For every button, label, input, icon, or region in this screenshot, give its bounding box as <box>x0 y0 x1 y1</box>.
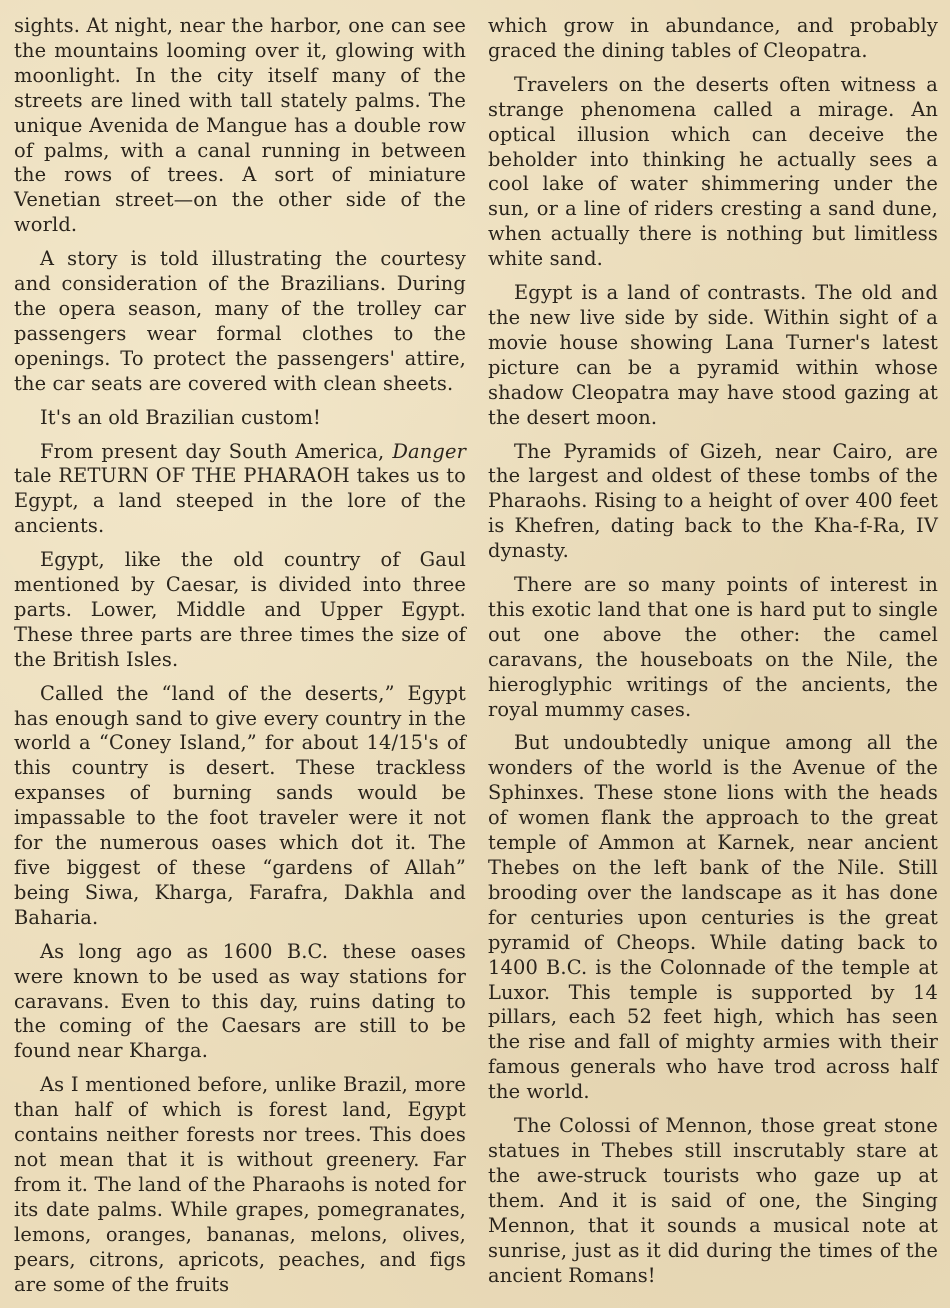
paragraph-oases-history: As long ago as 1600 B.C. these oases were known to be used as way stations for caravans. Even to this day, ruins dating to the coming of the Caesars are still to be found near Kharga. <box>14 939 466 1063</box>
paragraph-pharaoh-intro <box>14 440 466 540</box>
pharaoh-intro-rest: tale RETURN OF THE PHARAOH takes us to Egypt, a land steeped in the lore of the ancients. <box>14 464 466 538</box>
paragraph-colossi-of-mennon: The Colossi of Mennon, those great stone statues in Thebes still inscrutably stare at the awe-struck tourists who gaze up at them. And it is said of one, the Singing Mennon, that it sounds a musical note at sunrise, just as it did during the times of the ancient Romans! <box>488 1114 938 1287</box>
paragraph-points-of-interest: There are so many points of interest in this exotic land that one is hard put to single out one above the other: the camel caravans, the houseboats on the Nile, the hieroglyphic writings of the ancients, the royal mummy cases. <box>488 573 938 721</box>
pharaoh-intro-lead: From present day South America, <box>40 439 393 463</box>
right-text-column <box>488 14 938 1297</box>
paragraph-fruits-continued: which grow in abundance, and probably graced the dining tables of Cleopatra. <box>488 14 938 62</box>
paragraph-greenery: As I mentioned before, unlike Brazil, more than half of which is forest land, Egypt contains neither forests nor trees. This does not mean that it is without greenery. Far from it. The land of the Pharaohs is noted for its date palms. While grapes, pomegranates, lemons, oranges, bananas, melons, olives, pears, citrons, apricots, peaches, and figs are some of the fruits <box>14 1073 466 1296</box>
danger-title-emphasis: Danger <box>392 439 466 463</box>
paragraph-contrasts: Egypt is a land of contrasts. The old and the new live side by side. Within sight of a movie house showing Lana Turner's latest picture can be a pyramid within whose shadow Cleopatra may have stood gazing at the desert moon. <box>488 281 938 429</box>
paragraph-avenue-of-sphinxes: But undoubtedly unique among all the wonders of the world is the Avenue of the Sphinxes. These stone lions with the heads of women flank the approach to the great temple of Ammon at Karnek, near ancient Thebes on the left bank of the Nile. Still brooding over the landscape as it has done for centuries upon centuries is the great pyramid of Cheops. While dating back to 1400 B.C. is the Colonnade of the temple at Luxor. This temple is supported by 14 pillars, each 52 feet high, which has seen the rise and fall of mighty armies with their famous generals who have trod across half the world. <box>488 731 938 1104</box>
paragraph-brazilian-courtesy: A story is told illustrating the courtesy and consideration of the Brazilians. During the opera season, many of the trolley car passengers wear formal clothes to the openings. To protect the passengers' attire, the car seats are covered with clean sheets. <box>14 247 466 395</box>
paragraph-pyramids-gizeh: The Pyramids of Gizeh, near Cairo, are the largest and oldest of these tombs of the Pharaohs. Rising to a height of over 400 feet is Khefren, dating back to the Kha-f-Ra, IV dynasty. <box>488 439 938 563</box>
paragraph-brazilian-custom: It's an old Brazilian custom! <box>40 405 321 429</box>
paragraph-mirage: Travelers on the deserts often witness a strange phenomena called a mirage. An optical illusion which can deceive the beholder into thinking he actually sees a cool lake of water shimmering under the sun, or a line of riders cresting a sand dune, when actually there is nothing but limitless white sand. <box>488 72 938 271</box>
paragraph-rio-harbor: sights. At night, near the harbor, one can see the mountains looming over it, glowing with moonlight. In the city itself many of the streets are lined with tall stately palms. The unique Avenida de Mangue has a double row of palms, with a canal running in between the rows of trees. A sort of miniature Venetian street—on the other side of the world. <box>14 14 466 237</box>
paragraph-land-of-deserts: Called the “land of the deserts,” Egypt has enough sand to give every country in the world a “Coney Island,” for about 14/15's of this country is desert. These trackless expanses of burning sands would be impassable to the foot traveler were it not for the numerous oases which dot it. The five biggest of these “gardens of Allah” being Siwa, Kharga, Farafra, Dakhla and Baharia. <box>14 681 466 929</box>
left-text-column <box>14 14 466 1306</box>
paragraph-three-parts: Egypt, like the old country of Gaul mentioned by Caesar, is divided into three parts. Lower, Middle and Upper Egypt. These three parts are three times the size of the British Isles. <box>14 548 466 671</box>
